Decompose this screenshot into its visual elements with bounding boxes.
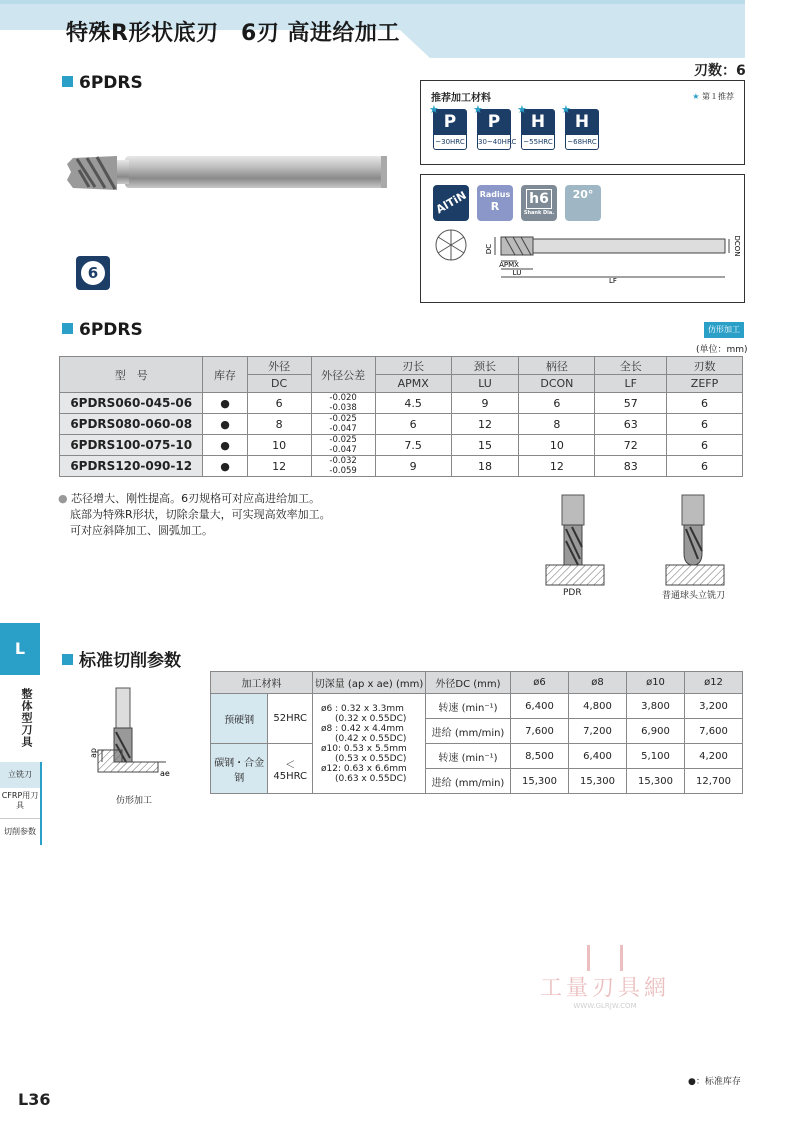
depth-line: ø10: 0.53 x 5.5mm [321,743,407,754]
table-row [60,435,743,456]
flute-count-number: 6 [81,261,105,285]
material-letter: H [521,109,555,135]
th-dc: 外径DC (mm) [426,672,511,694]
cell-value: 3,200 [685,694,743,719]
side-tab-letter[interactable]: L [0,623,40,675]
cell-dc: 8 [247,414,311,435]
cell-model: 6PDRS100-075-10 [60,435,203,456]
cell-value: 5,100 [627,744,685,769]
cell-value: 15,300 [627,769,685,794]
depth-line: (0.42 x 0.55DC) [335,733,407,744]
th-shank-sym: DCON [519,375,595,393]
pdr-illustration [542,495,608,587]
th-d8: ø8 [569,672,627,694]
cell-param: 进给 (mm/min) [426,719,511,744]
profile-tag: 仿形加工 [704,322,744,338]
cell-value: 15,300 [511,769,569,794]
cell-param: 进给 (mm/min) [426,769,511,794]
cell-value: 6,900 [627,719,685,744]
helix-angle-label: 20° [572,188,594,201]
material-range: ~55HRC [521,135,555,150]
dim-lu: LU [512,269,522,277]
th-dia-sym: DC [247,375,311,393]
cell-apmx: 7.5 [375,435,451,456]
tol-lower: -0.059 [329,466,357,476]
cell-z: 6 [667,414,743,435]
coating-label: AlTiN [433,188,469,217]
depth-line: ø8 : 0.42 x 4.4mm [321,723,404,734]
cell-apmx: 4.5 [375,393,451,414]
cell-tol [311,393,375,414]
spec-table [59,356,743,477]
watermark-url: WWW.GLRJW.COM [573,1002,637,1010]
th-neck-sym: LU [451,375,519,393]
th-z-sym: ZEFP [667,375,743,393]
star-icon: ★ [429,103,439,116]
table-row [211,744,743,769]
th-neck: 颈长 [451,357,519,375]
cell-model: 6PDRS120-090-12 [60,456,203,477]
material-range: ~68HRC [565,135,599,150]
material-letter: P [477,109,511,135]
th-dia: 外径 [247,357,311,375]
cross-section-icon [436,230,466,260]
ball-end-caption: 普通球头立铣刀 [662,591,726,601]
tol-upper: -0.025 [329,435,357,445]
feature-notes [58,491,331,539]
cell-value: 7,200 [569,719,627,744]
cell-tol [311,456,375,477]
cutting-table [210,671,743,794]
cell-lu: 12 [451,414,519,435]
tol-lower: -0.047 [329,424,357,434]
th-tol: 外径公差 [311,357,375,393]
cell-param: 转速 (min⁻¹) [426,744,511,769]
watermark-text: 工量刃具網 [539,976,670,1001]
cell-hardness: ＜45HRC [268,744,313,794]
shank-tolerance-icon [521,185,557,221]
cell-stock: ● [203,435,247,456]
shank-tolerance-label: h6 [526,189,552,209]
table-row [60,393,743,414]
stock-legend: ●：标准库存 [688,1077,741,1087]
dim-dcon: DCON [733,235,741,257]
cell-dc: 12 [247,456,311,477]
cell-value: 8,500 [511,744,569,769]
cell-lu: 15 [451,435,519,456]
cell-lu: 18 [451,456,519,477]
cell-z: 6 [667,435,743,456]
pdr-caption: PDR [563,588,582,598]
tol-lower: -0.047 [329,445,357,455]
recommend-note-text: 第１推荐 [702,92,734,101]
star-icon: ★ [692,92,700,101]
section-cutting [62,646,181,671]
note-text: 底部为特殊R形状，切除余量大，可实现高效率加工。 [70,508,331,521]
tol-upper: -0.025 [329,414,357,424]
section-product-title: 6PDRS [79,73,143,93]
profile-caption: 仿形加工 [116,796,153,806]
th-d6: ø6 [511,672,569,694]
page-title: 特殊R形状底刃 6刃 高进给加工 [66,21,400,46]
star-icon: ★ [561,103,571,116]
cell-value: 4,200 [685,744,743,769]
flute-count-label: 刃数：6 [694,63,746,79]
ball-end-illustration [662,495,728,587]
cell-value: 6,400 [569,744,627,769]
material-letter: P [433,109,467,135]
depth-line: (0.32 x 0.55DC) [335,713,407,724]
cell-lf: 72 [595,435,667,456]
cell-value: 15,300 [569,769,627,794]
watermark-logo-icon [587,945,623,971]
radius-label: Radius [479,190,511,199]
note-line [58,507,331,523]
th-oal-sym: LF [595,375,667,393]
cell-value: 7,600 [685,719,743,744]
side-nav-item[interactable]: CFRP用刀具 [0,789,40,819]
th-flute-sym: APMX [375,375,451,393]
cell-apmx: 6 [375,414,451,435]
cell-dc: 6 [247,393,311,414]
note-line [58,491,331,507]
flute-badge [76,256,110,290]
radius-icon [477,185,513,221]
cell-tol [311,435,375,456]
cell-hardness: 52HRC [268,694,313,744]
cell-dcon: 10 [519,435,595,456]
star-icon: ★ [473,103,483,116]
cell-dcon: 8 [519,414,595,435]
cell-material: 碳钢・合金钢 [211,744,268,794]
helix-angle-icon [565,185,601,221]
th-flute: 刃长 [375,357,451,375]
material-badge [429,103,467,151]
star-icon: ★ [517,103,527,116]
th-shank: 柄径 [519,357,595,375]
th-depth: 切深量 (ap x ae) (mm) [313,672,426,694]
cell-model: 6PDRS060-045-06 [60,393,203,414]
unit-label: (单位：mm) [696,345,748,355]
cell-dc: 10 [247,435,311,456]
cell-dcon: 6 [519,393,595,414]
material-badge [517,103,555,151]
cell-lu: 9 [451,393,519,414]
th-oal: 全长 [595,357,667,375]
cell-z: 6 [667,456,743,477]
recommend-note [692,91,734,102]
section-cutting-title: 标准切削参数 [79,651,181,671]
material-badge [561,103,599,151]
side-category [4,688,34,748]
coating-icon [433,185,469,221]
cell-lf: 63 [595,414,667,435]
cell-stock: ● [203,393,247,414]
profile-diagram [88,688,178,784]
side-category-label: 整体型刀具 [20,688,33,748]
material-range: 30~40HRC [477,135,511,150]
tol-upper: -0.032 [329,456,357,466]
recommend-title: 推荐加工材料 [431,93,491,104]
dim-dc: DC [485,243,493,255]
cell-value: 7,600 [511,719,569,744]
table-row [211,694,743,719]
cell-apmx: 9 [375,456,451,477]
th-material: 加工材料 [211,672,313,694]
depth-line: (0.63 x 0.55DC) [335,773,407,784]
th-model: 型 号 [60,357,203,393]
cell-lf: 57 [595,393,667,414]
recommend-materials-box [420,80,745,165]
material-letter: H [565,109,599,135]
table-row [60,414,743,435]
cell-value: 6,400 [511,694,569,719]
note-line [58,523,331,539]
watermark [530,945,680,1010]
section-table [62,320,143,340]
th-z: 刃数 [667,357,743,375]
th-d10: ø10 [627,672,685,694]
dim-apmx: APMX [499,261,519,269]
ap-label: ap [89,748,98,758]
cell-tol [311,414,375,435]
depth-line: ø6 : 0.32 x 3.3mm [321,703,404,714]
cell-material: 预硬钢 [211,694,268,744]
note-text: 可对应斜降加工、圆弧加工。 [70,524,213,537]
dim-lf: LF [609,277,617,285]
cell-depth [313,694,426,794]
cell-model: 6PDRS080-060-08 [60,414,203,435]
tol-upper: -0.020 [329,393,357,403]
features-box [420,174,745,303]
cell-value: 12,700 [685,769,743,794]
tol-lower: -0.038 [329,403,357,413]
end-mill-image [65,150,395,200]
side-nav [0,762,42,845]
table-row [60,456,743,477]
th-stock: 库存 [203,357,247,393]
page-number: L36 [18,1090,51,1109]
cell-stock: ● [203,414,247,435]
cell-dcon: 12 [519,456,595,477]
note-text: 芯径增大、刚性提高。6刃规格可对应高进给加工。 [71,492,321,505]
cell-lf: 83 [595,456,667,477]
material-range: ~30HRC [433,135,467,150]
bullet-icon: ● [58,492,68,505]
ae-label: ae [160,769,170,778]
section-table-title: 6PDRS [79,320,143,340]
depth-line: (0.53 x 0.55DC) [335,753,407,764]
radius-letter: R [490,200,500,213]
material-badge [473,103,517,151]
cell-z: 6 [667,393,743,414]
side-nav-item[interactable]: 立铣刀 [0,762,40,789]
depth-line: ø12: 0.63 x 6.6mm [321,763,407,774]
dimension-drawing [429,225,739,295]
section-product [62,73,143,93]
cell-value: 4,800 [569,694,627,719]
cell-param: 转速 (min⁻¹) [426,694,511,719]
shank-tolerance-sub: Shank Dia. [523,210,555,216]
cell-value: 3,800 [627,694,685,719]
cell-stock: ● [203,456,247,477]
th-d12: ø12 [685,672,743,694]
side-nav-item[interactable]: 切削参数 [4,827,36,836]
